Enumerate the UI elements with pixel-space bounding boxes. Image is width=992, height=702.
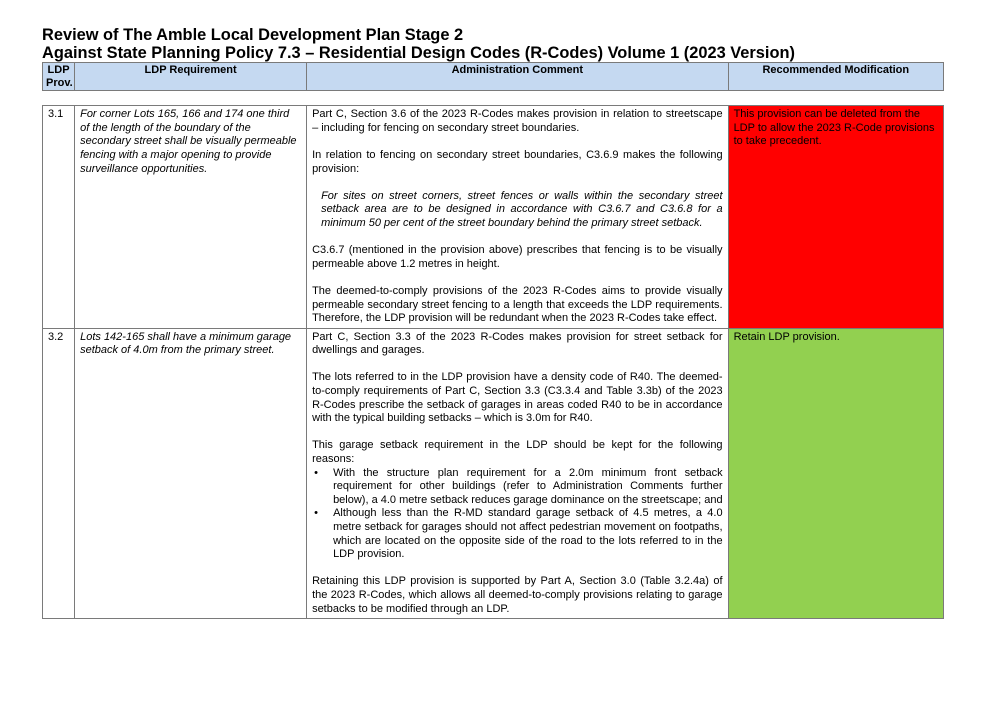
title-line-2: Against State Planning Policy 7.3 – Residential Design Codes (R-Codes) Volume 1 (2023 Version)	[42, 43, 795, 62]
header-recommended-modification: Recommended Modification	[728, 63, 943, 91]
header-ldp-requirement: LDP Requirement	[75, 63, 307, 91]
bullet-icon: •	[314, 507, 318, 520]
comment-paragraph: In relation to fencing on secondary street boundaries, C3.6.9 makes the following provision:	[312, 148, 723, 175]
comment-quote: For sites on street corners, street fences or walls within the secondary street setback area are to be designed in accordance with C3.6.7 and C3.6.8 for a minimum 50 per cent of the street boundary behind the primary street setback.	[321, 189, 723, 229]
comment-paragraph: C3.6.7 (mentioned in the provision above) prescribes that fencing is to be visually permeable above 1.2 metres in height.	[312, 244, 723, 270]
administration-comment	[307, 328, 729, 618]
comment-paragraph: Retaining this LDP provision is supported by Part A, Section 3.0 (Table 3.2.4a) of the 2023 R-Codes, which allows all deemed-to-comply provisions relating to garage setbacks to be modified through an LDP.	[312, 575, 723, 615]
comment-paragraph: Part C, Section 3.3 of the 2023 R-Codes makes provision for street setback for dwellings and garages.	[312, 330, 723, 357]
header-administration-comment: Administration Comment	[307, 63, 729, 91]
document-page	[42, 27, 944, 619]
header-table	[42, 62, 944, 91]
comment-paragraph: This garage setback requirement in the LDP should be kept for the following reasons:	[312, 439, 723, 466]
comment-paragraph: Part C, Section 3.6 of the 2023 R-Codes makes provision in relation to streetscape – including for fencing on secondary street boundaries.	[312, 108, 723, 134]
recommended-modification: Retain LDP provision.	[728, 328, 943, 618]
provisions-table	[42, 105, 944, 619]
ldp-requirement: Lots 142-165 shall have a minimum garage setback of 4.0m from the primary street.	[75, 328, 307, 618]
recommended-modification: This provision can be deleted from the LDP to allow the 2023 R-Code provisions to take precedent.	[728, 106, 943, 329]
comment-bullet-list	[312, 467, 723, 562]
list-item-text: Although less than the R-MD standard garage setback of 4.5 metres, a 4.0 metre setback for garages should not affect pedestrian movement on footpaths, which are located on the opposite side of the road to the lots referred to in the LDP provision.	[333, 507, 723, 561]
administration-comment	[307, 106, 729, 329]
prov-number: 3.1	[43, 106, 75, 329]
bullet-icon: •	[314, 466, 318, 479]
comment-paragraph: The deemed-to-comply provisions of the 2023 R-Codes aims to provide visually permeable secondary street fencing to a length that exceeds the LDP requirements. Therefore, the LDP provision will be redundant when the 2023 R-Codes take effect.	[312, 284, 723, 325]
ldp-requirement: For corner Lots 165, 166 and 174 one third of the length of the boundary of the secondary street shall be visually permeable fencing with a major opening to provide surveillance opportunities.	[75, 106, 307, 329]
comment-paragraph: The lots referred to in the LDP provision have a density code of R40. The deemed-to-comply requirements of Part C, Section 3.3 (C3.3.4 and Table 3.3b) of the 2023 R-Codes prescribe the setback of garages in areas coded R40 to be in accordance with the typical building setbacks – which is 3.0m for R40.	[312, 371, 723, 425]
table-row	[43, 106, 944, 329]
prov-number: 3.2	[43, 328, 75, 618]
table-row	[43, 328, 944, 618]
title-line-1: Review of The Amble Local Development Plan Stage 2	[42, 26, 464, 44]
list-item	[312, 467, 723, 508]
list-item	[312, 507, 723, 561]
header-ldp-prov: LDP Prov.	[43, 63, 75, 91]
list-item-text: With the structure plan requirement for a 2.0m minimum front setback requirement for other buildings (refer to Administration Comments further below), a 4.0 metre setback reduces garage dominance on the streetscape; and	[333, 466, 723, 506]
